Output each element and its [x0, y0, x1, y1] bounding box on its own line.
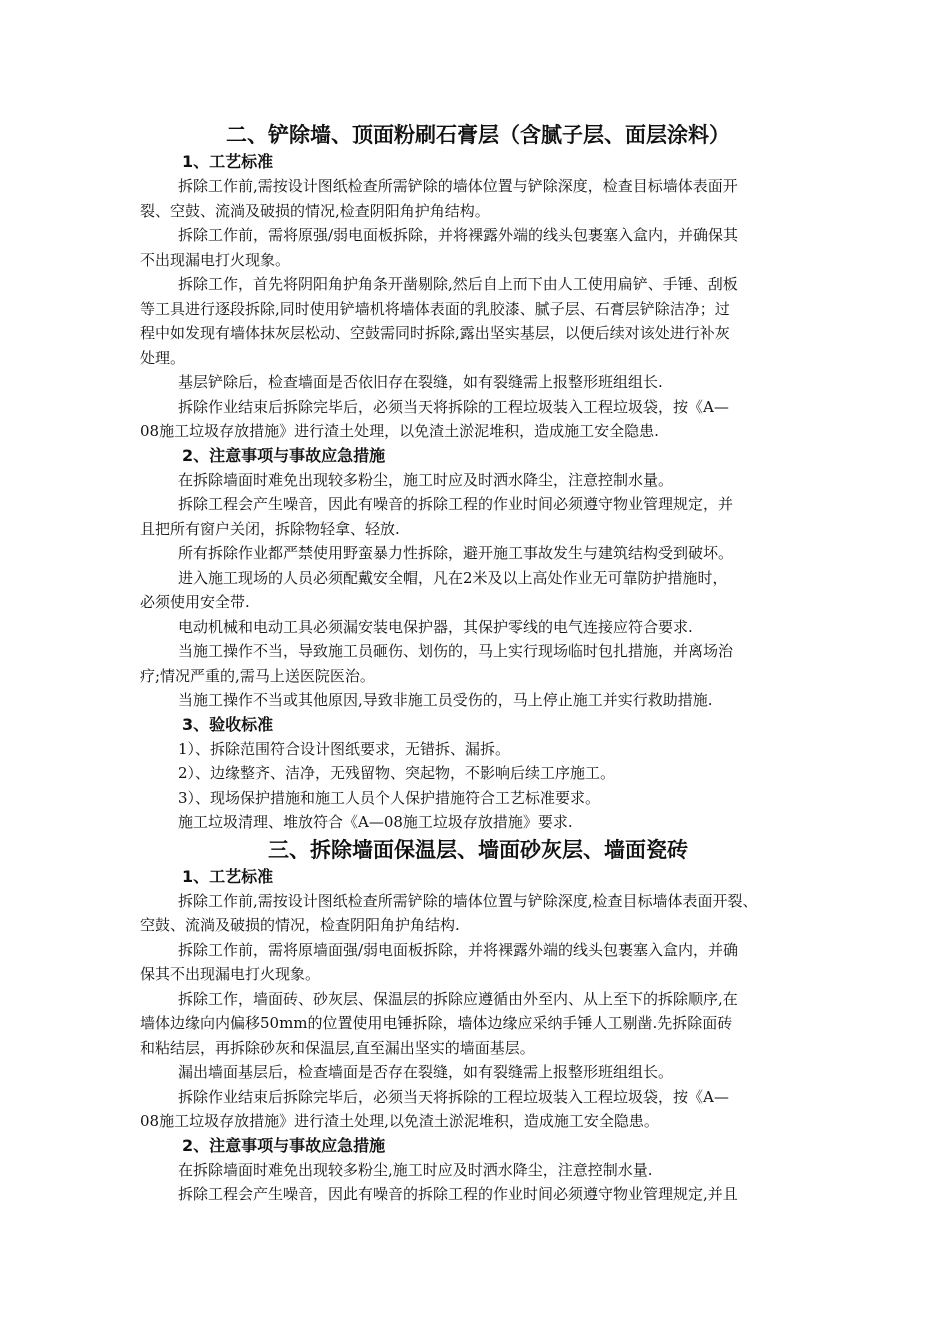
- document-page: [0, 120, 950, 1207]
- paragraph-line: 08施工垃圾存放措施》进行渣土处理,以免渣土淤泥堆积，造成施工安全隐患。: [140, 1112, 659, 1130]
- paragraph-line: 拆除工作前,需按设计图纸检查所需铲除的墙体位置与铲除深度,检查目标墙体表面开裂、: [178, 891, 758, 910]
- paragraph-line: 裂、空鼓、流淌及破损的情况,检查阴阳角护角结构。: [140, 201, 490, 220]
- paragraph: [140, 639, 816, 688]
- paragraph-line: 拆除工作，首先将阴阳角护角条开凿剔除,然后自上而下由人工使用扁铲、手锤、刮板: [178, 275, 738, 293]
- paragraph-line: 必须使用安全带.: [140, 593, 250, 611]
- section-2-subtitle-precautions: 2、注意事项与事故应急措施: [182, 445, 386, 465]
- paragraph: [140, 938, 816, 987]
- paragraph: [140, 566, 816, 615]
- section-3-subtitle-precautions: 2、注意事项与事故应急措施: [182, 1135, 386, 1155]
- paragraph: [140, 1060, 816, 1085]
- paragraph: [140, 223, 816, 272]
- paragraph-line: 拆除工作，墙面砖、砂灰层、保温层的拆除应遵循由外至内、从上至下的拆除顺序,在: [178, 989, 738, 1008]
- section-2-precautions-body: [140, 468, 816, 713]
- paragraph-line: 和粘结层，再拆除砂灰和保温层,直至漏出坚实的墙面基层。: [140, 1038, 535, 1057]
- paragraph: [140, 541, 816, 566]
- paragraph: [140, 1085, 816, 1134]
- paragraph: [140, 615, 816, 640]
- paragraph: [140, 492, 816, 541]
- section-2-process-body: [140, 174, 816, 444]
- paragraph-line: 拆除工作前，需将原强/弱电面板拆除，并将裸露外端的线头包裹塞入盒内，并确保其: [178, 226, 739, 244]
- paragraph-line: 施工垃圾清理、堆放符合《A—08施工垃圾存放措施》要求.: [178, 813, 573, 831]
- section-2-title: 二、铲除墙、顶面粉刷石膏层（含腻子层、面层涂料）: [226, 122, 730, 147]
- paragraph-line: 基层铲除后，检查墙面是否依旧存在裂缝，如有裂缝需上报整形班组组长.: [178, 373, 663, 391]
- paragraph-line: 进入施工现场的人员必须配戴安全帽，凡在2米及以上高处作业无可靠防护措施时，: [178, 568, 728, 587]
- paragraph: [140, 174, 816, 223]
- paragraph-line: 拆除工程会产生噪音，因此有噪音的拆除工程的作业时间必须遵守物业管理规定，并: [178, 495, 734, 513]
- paragraph: [140, 468, 816, 493]
- paragraph: [140, 1182, 816, 1207]
- section-2-subtitle-process: 1、工艺标准: [182, 152, 274, 171]
- paragraph: [140, 1158, 816, 1183]
- paragraph-line: 等工具进行逐段拆除,同时使用铲墙机将墙体表面的乳胶漆、腻子层、石膏层铲除洁净；过: [140, 299, 730, 318]
- paragraph-line: 拆除工程会产生噪音，因此有噪音的拆除工程的作业时间必须遵守物业管理规定,并且: [178, 1185, 738, 1203]
- paragraph-line: 不出现漏电打火现象。: [140, 250, 291, 269]
- paragraph-line: 所有拆除作业都严禁使用野蛮暴力性拆除，避开施工事故发生与建筑结构受到破坏。: [178, 544, 734, 562]
- paragraph-line: 在拆除墙面时难免出现较多粉尘,施工时应及时洒水降尘，注意控制水量.: [178, 1160, 653, 1179]
- section-3-subtitle-process: 1、工艺标准: [182, 866, 274, 886]
- paragraph: [140, 987, 816, 1061]
- paragraph-line: 08施工垃圾存放措施》进行渣土处理，以免渣土淤泥堆积，造成施工安全隐患.: [140, 422, 659, 440]
- paragraph-line: 拆除工作前，需将原墙面强/弱电面板拆除，并将裸露外端的线头包裹塞入盒内，并确: [178, 940, 739, 959]
- paragraph-line: 漏出墙面基层后，检查墙面是否存在裂缝，如有裂缝需上报整形班组组长。: [178, 1063, 674, 1081]
- paragraph: [140, 786, 816, 811]
- paragraph: [140, 737, 816, 762]
- paragraph: [140, 889, 816, 938]
- section-2-subtitle-acceptance: 3、验收标准: [182, 714, 274, 734]
- paragraph-line: 墙体边缘向内偏移50mm的位置使用电锤拆除，墙体边缘应采纳手锤人工剔凿.先拆除面砖: [140, 1014, 733, 1032]
- paragraph: [140, 272, 816, 370]
- paragraph-line: 2）、边缘整齐、洁净，无残留物、突起物，不影响后续工序施工。: [178, 764, 616, 782]
- paragraph-line: 当施工操作不当，导致施工员砸伤、划伤的，马上实行现场临时包扎措施，并离场治: [178, 642, 734, 660]
- paragraph-line: 1）、拆除范围符合设计图纸要求，无错拆、漏拆。: [178, 739, 511, 758]
- paragraph: [140, 395, 816, 444]
- paragraph-line: 在拆除墙面时难免出现较多粉尘，施工时应及时洒水降尘，注意控制水量。: [178, 470, 674, 489]
- paragraph: [140, 370, 816, 395]
- section-3-title: 三、拆除墙面保温层、墙面砂灰层、墙面瓷砖: [268, 836, 688, 862]
- paragraph: [140, 688, 816, 713]
- paragraph-line: 程中如发现有墙体抹灰层松动、空鼓需同时拆除,露出坚实基层，以便后续对该处进行补灰: [140, 324, 730, 342]
- section-3-precautions-body: [140, 1158, 816, 1207]
- paragraph-line: 空鼓、流淌及破损的情况，检查阴阳角护角结构.: [140, 916, 460, 934]
- paragraph-line: 电动机械和电动工具必须漏安装电保护器，其保护零线的电气连接应符合要求.: [178, 617, 693, 636]
- paragraph-line: 拆除作业结束后拆除完毕后，必须当天将拆除的工程垃圾装入工程垃圾袋，按《A—: [178, 1087, 729, 1106]
- paragraph-line: 拆除工作前,需按设计图纸检查所需铲除的墙体位置与铲除深度，检查目标墙体表面开: [178, 177, 738, 195]
- paragraph-line: 保其不出现漏电打火现象。: [140, 965, 321, 983]
- paragraph-line: 3）、现场保护措施和施工人员个人保护措施符合工艺标准要求。: [178, 788, 601, 807]
- document-body: [140, 120, 816, 1207]
- section-2-acceptance-body: [140, 737, 816, 835]
- section-3-process-body: [140, 889, 816, 1134]
- paragraph-line: 处理。: [140, 348, 186, 367]
- paragraph: [140, 810, 816, 835]
- paragraph-line: 拆除作业结束后拆除完毕后，必须当天将拆除的工程垃圾装入工程垃圾袋，按《A—: [178, 397, 729, 416]
- paragraph-line: 疗;情况严重的,需马上送医院医治。: [140, 666, 375, 685]
- paragraph-line: 当施工操作不当或其他原因,导致非施工员受伤的，马上停止施工并实行救助措施.: [178, 691, 713, 709]
- paragraph: [140, 761, 816, 786]
- paragraph-line: 且把所有窗户关闭，拆除物轻拿、轻放.: [140, 519, 400, 538]
